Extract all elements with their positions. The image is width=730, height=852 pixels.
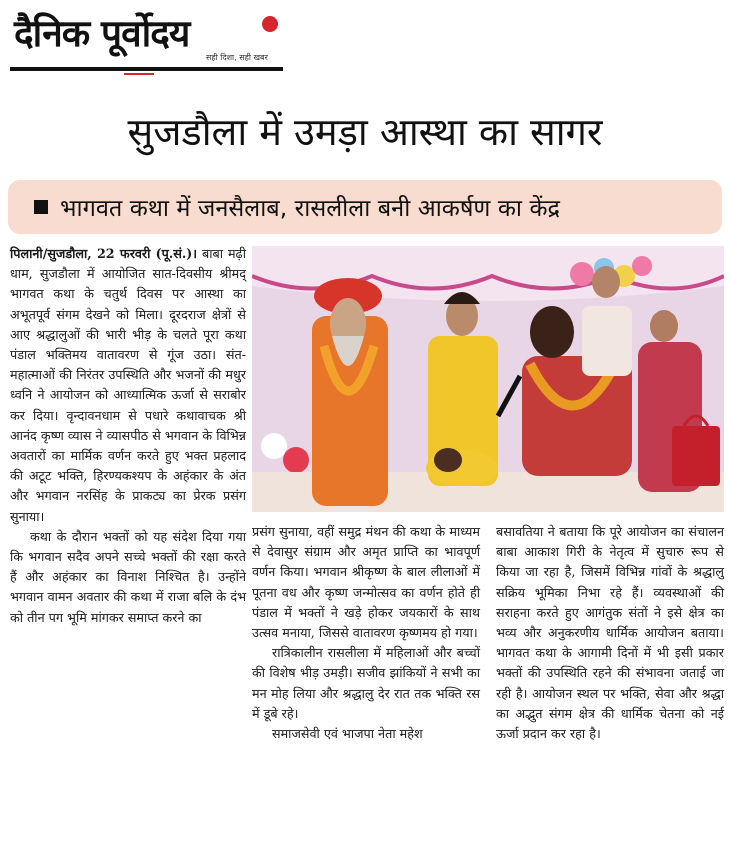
logo-red-dot — [262, 16, 278, 32]
child-head — [434, 448, 462, 472]
masthead — [10, 4, 310, 74]
masthead-rule — [10, 67, 283, 71]
event-photo-illustration — [252, 246, 724, 512]
article-paragraph — [10, 244, 246, 527]
woman-face — [650, 310, 678, 342]
balloon — [570, 262, 594, 286]
article-paragraph: समाजसेवी एवं भाजपा नेता महेश — [272, 726, 423, 742]
masthead-tagline: सही दिशा, सही खबर — [206, 53, 268, 62]
article-column-3 — [496, 522, 724, 744]
square-bullet-icon — [34, 200, 48, 214]
masthead-red-accent — [124, 73, 154, 75]
bystander-face — [592, 266, 620, 298]
article-paragraph: कथा के दौरान भक्तों को यह संदेश दिया गया कि भगवान सदैव अपने सच्चे भक्तों की रक्षा करते हैं और अहंकार का विनाश निश्चित है। उन्होंने भगवान वामन अवतार की कथा में राजा बलि के दंभ को तीन पग भूमि मांगकर समाप्त करने का — [10, 528, 246, 625]
subheadline: भागवत कथा में जनसैलाब, रासलीला बनी आकर्षण का केंद्र — [60, 194, 561, 222]
orator-hair — [530, 306, 574, 358]
article-paragraph: रात्रिकालीन रासलीला में महिलाओं और बच्चों की विशेष भीड़ उमड़ी। सजीव झांकियों ने सभी का मन मोह लिया और श्रद्धालु देर रात तक भक्ति रस में डूबे रहे। — [252, 645, 480, 721]
gift-bag — [672, 426, 720, 486]
event-photo — [252, 246, 724, 512]
article-paragraph: बसावतिया ने बताया कि पूरे आयोजन का संचालन बाबा आकाश गिरी के नेतृत्व में सुचारु रूप से किया जा रहा है, जिसमें विभिन्न गांवों के श्रद्धालु सक्रिय भूमिका निभा रहे हैं। व्यवस्थाओं की सराहना करते हुए आगंतुक संतों ने इसे क्षेत्र का भव्य और अनुकरणीय धार्मिक आयोजन बताया। भागवत कथा के आगामी दिनों में भी इसी प्रकार भक्तों की उपस्थिति रहने की संभावना जताई जा रही है। आयोजन स्थल पर भक्ति, सेवा और श्रद्धा का अद्भुत संगम क्षेत्र की धार्मिक चेतना को नई ऊर्जा प्रदान कर रहा है। — [496, 524, 724, 742]
dateline: पिलानी/सुजडौला, 22 फरवरी (पू.सं.)। — [10, 246, 198, 261]
newspaper-logo: दैनिक पूर्वोदय — [14, 12, 190, 55]
headline: सुजडौला में उमड़ा आस्था का सागर — [127, 110, 603, 154]
paragraph-text: बाबा मढ़ी धाम, सुजडौला में आयोजित सात-दिवसीय श्रीमद् भागवत कथा के चतुर्थ दिवस पर आस्था का अभूतपूर्व संगम देखने को मिला। दूरदराज क्षेत्रों से आए श्रद्धालुओं की भारी भीड़ के चलते पूरा कथा पंडाल भक्तिमय वातावरण से गूंज उठा। संत-महात्माओं की निरंतर उपस्थिति और भजनों की मधुर ध्वनि ने आयोजन को आध्यात्मिक ऊर्जा से सराबोर कर दिया। वृन्दावनधाम से पधारे कथावाचक श्री आनंद कृष्ण व्यास ने व्यासपीठ से भगवान के विभिन्न अवतारों का मार्मिक वर्णन करते हुए भक्त प्रहलाद की अटूट भक्ति, हिरण्यकश्यप के अहंकार के अंत और भगवान नरसिंह के प्राकट्य का प्रेरक प्रसंग सुनाया। — [10, 246, 246, 524]
article-paragraph: प्रसंग सुनाया, वहीं समुद्र मंथन की कथा के माध्यम से देवासुर संग्राम और अमृत प्राप्ति का भावपूर्ण वर्णन किया। भगवान श्रीकृष्ण के बाल लीलाओं में पूतना वध और कृष्ण जन्मोत्सव का वर्णन होते ही पंडाल में भक्तों ने खड़े होकर जयकारों के साथ उत्सव मनाया, जिससे वातावरण कृष्णमय हो गया। — [252, 524, 480, 641]
balloon — [283, 447, 309, 473]
balloon — [632, 256, 652, 276]
balloon — [261, 433, 287, 459]
subheadline-banner — [8, 180, 722, 234]
bystander-shirt — [582, 306, 632, 376]
article-column-1 — [10, 244, 246, 628]
article-column-2 — [252, 522, 480, 744]
